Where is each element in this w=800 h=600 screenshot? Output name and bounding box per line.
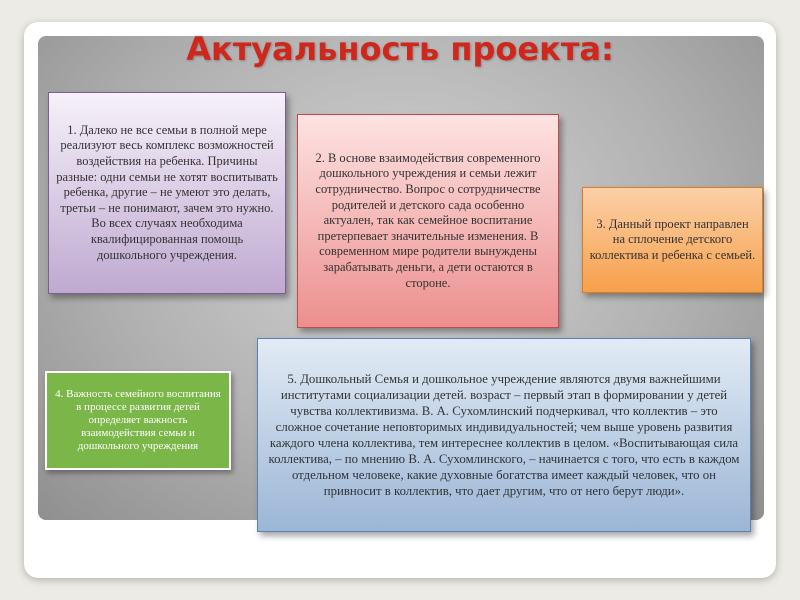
text-box-2-text: 2. В основе взаимодействия современного дошкольного учреждения и семьи лежит сотрудничество. Вопрос о сотрудничестве родителей и детского сада особенно актуален, так как семейное воспитание претерпевает значительные изменения. В современном мире родители вынуждены зарабатывать деньги, а дети остаются в стороне. — [315, 150, 541, 290]
text-box-3-text: 3. Данный проект направлен на сплочение детского коллектива и ребенка с семьей. — [589, 216, 756, 262]
slide-title: Актуальность проекта: — [186, 30, 614, 68]
text-box-1 — [48, 92, 286, 294]
text-box-4 — [45, 371, 231, 470]
text-box-3 — [582, 187, 763, 293]
text-box-4-text: 4. Важность семейного воспитания в процессе развития детей определяет важность взаимодействия семьи и дошкольного учреждения — [55, 388, 221, 452]
text-box-5-text: 5. Дошкольный Семья и дошкольное учреждение являются двумя важнейшими институтами социализации детей. возраст – первый этап в формировании у детей чувства коллективизма. В. А. Сухомлинский подчеркивал, что коллектив – это сложное сочетание неповторимых индивидуальностей; чем выше уровень развития каждого члена коллектива, тем интереснее коллектив в целом. «Воспитывающая сила коллектива, – по мнению В. А. Сухомлинского, – начинается с того, что есть в каждом отдельном человеке, какие духовные богатства имеет каждый человек, что он привносит в коллектив, что дает другим, что от него берут люди». — [268, 371, 740, 499]
text-box-1-text: 1. Далеко не все семьи в полной мере реализуют весь комплекс возможностей воздействия на ребенка. Причины разные: одни семьи не хотят воспитывать ребенка, другие – не умеют это делать, третьи – не понимают, зачем это нужно. Во всех случаях необходима квалифицированная помощь дошкольного учреждения. — [56, 122, 278, 262]
text-box-5 — [257, 338, 751, 532]
text-box-2 — [297, 114, 559, 328]
